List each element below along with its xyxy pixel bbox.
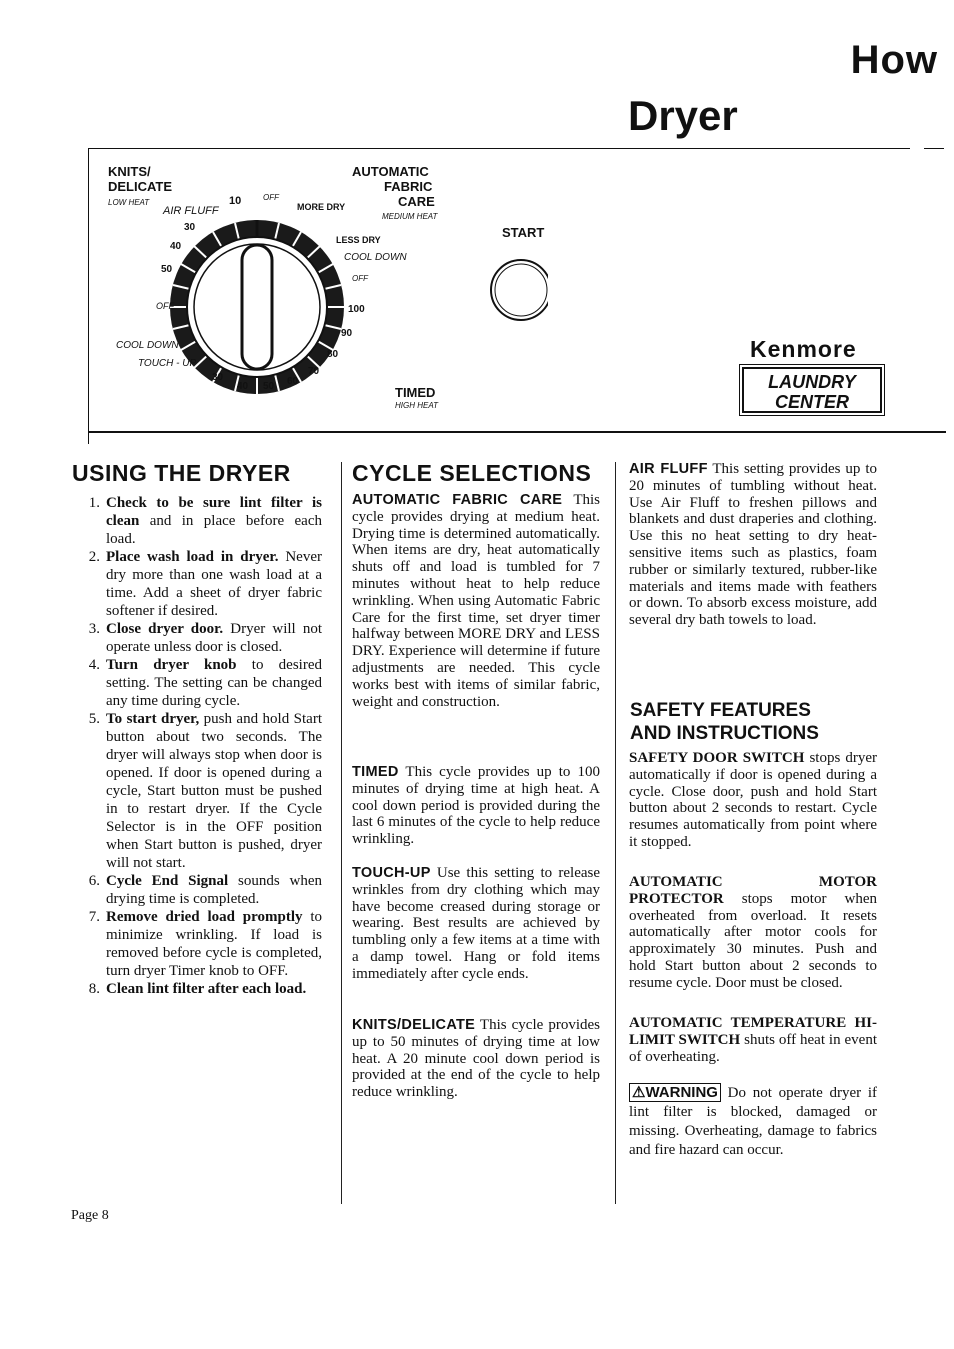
page-title: Dryer xyxy=(628,92,738,139)
using-the-dryer-heading: USING THE DRYER xyxy=(72,460,291,486)
touch-up-label: TOUCH - UP xyxy=(138,358,197,369)
list-item: 3. Close dryer door. Dryer will not operate unless door is closed. xyxy=(88,621,322,655)
off-top-label: OFF xyxy=(263,193,279,202)
column-divider-2 xyxy=(615,462,616,1204)
dial-number-30-left: 30 xyxy=(184,222,196,233)
timed-paragraph: TIMED This cycle provides up to 100 minutes of drying time at high heat. A cool down period is provided during the last 6 minutes of the cycle to help reduce wrinkling. xyxy=(352,764,600,848)
knits-paragraph: KNITS/DELICATE This cycle provides up to 50 minutes of drying time at low heat. A 20 minute cool down period is provided at the end of the cycle to help reduce wrinkling. xyxy=(352,1017,600,1101)
list-item: 1. Check to be sure lint filter is clean and in place before each load. xyxy=(88,495,322,547)
laundry-center-line-1: LAUNDRY xyxy=(768,372,856,392)
medium-heat-label: MEDIUM HEAT xyxy=(382,212,438,221)
afc-paragraph: AUTOMATIC FABRIC CARE This cycle provides drying at medium heat. Drying time is determined automatically. When items are dry, heat automatically shuts off and load is tumbled for 7 minutes without heat to help reduce wrinkling. When using Automatic Fabric Care for the first time, set dryer timer halfway between MORE DRY and LESS DRY. Experience will determine if future adjustments are needed. This cycle works best with items of similar fabric, weight and construction. xyxy=(352,492,600,710)
air-fluff-label: AIR FLUFF xyxy=(163,205,219,217)
timed-label: TIMED xyxy=(395,385,436,400)
start-label: START xyxy=(502,225,545,240)
dial-grip xyxy=(242,245,272,369)
cool-down-left-label: COOL DOWN xyxy=(116,340,179,351)
list-item: 6. Cycle End Signal sounds when drying time is completed. xyxy=(88,873,323,907)
touchup-paragraph: TOUCH-UP Use this setting to release wrinkles from dry clothing which may have become creased during storage or wearing. Best results are achieved by tumbling only a few items at a time with a damp towel. Hang or fold items immediately after cycle ends. xyxy=(352,865,600,982)
panel-top-rule xyxy=(88,148,910,149)
laundry-center-badge xyxy=(742,367,882,413)
low-heat-label: LOW HEAT xyxy=(108,198,150,207)
list-item: 5. To start dryer, push and hold Start button about two seconds. The dryer will always stop when door is opened. If door is opened during a cycle, Start button must be pushed in to restart dryer. If the Cycle Selector is in the OFF position when Start button is pushed, dryer will not start. xyxy=(88,711,322,871)
cycle-selections-heading: CYCLE SELECTIONS xyxy=(352,460,592,486)
temp-limit-label: AUTOMATIC TEMPERATURE HI-LIMIT SWITCH xyxy=(629,1015,877,1048)
auto-fabric-care-label-3: CARE xyxy=(398,194,435,209)
dial-number-10: 10 xyxy=(229,195,242,207)
air-fluff-paragraph: AIR FLUFF This setting provides up to 20 minutes of tumbling without heat. Use Air Fluff to freshen pillows and blankets and dust draperies and clothing. Use this no heat setting to dry heat-sensitive items such as plastics, foam rubber or similarly textured, rubber-like materials and items made with feathers or down. To absorb excess moisture, add several dry bath towels to load. xyxy=(629,461,877,629)
auto-fabric-care-label-1: AUTOMATIC xyxy=(352,164,429,179)
laundry-center-line-2: CENTER xyxy=(774,392,849,412)
page-number: Page 8 xyxy=(71,1208,109,1223)
start-button xyxy=(491,260,548,320)
high-heat-label: HIGH HEAT xyxy=(395,401,438,410)
dial-number-80: 80 xyxy=(327,349,339,360)
warning-paragraph: ⚠WARNING Do not operate dryer if lint filter is blocked, damaged or missing. Overheating, damage to fabrics and fire hazard can occur. xyxy=(629,1084,877,1158)
touchup-cycle-label: TOUCH-UP xyxy=(352,865,431,881)
dial-number-100: 100 xyxy=(348,304,365,315)
dial-number-90: 90 xyxy=(341,328,353,339)
page-header-how: How xyxy=(850,38,938,82)
cool-down-right-label: COOL DOWN xyxy=(344,252,407,263)
knits-cycle-label: KNITS/DELICATE xyxy=(352,1017,476,1033)
dial-number-40-left: 40 xyxy=(170,241,182,252)
kenmore-logo: Kenmore xyxy=(750,336,857,362)
dial-number-50-left: 50 xyxy=(161,264,173,275)
column-divider-1 xyxy=(341,462,342,1204)
afc-label: AUTOMATIC FABRIC CARE xyxy=(352,492,563,508)
off-right-label: OFF xyxy=(352,274,368,283)
list-item: 7. Remove dried load promptly to minimize wrinkling. If load is removed before cycle is completed, turn dryer Timer knob to OFF. xyxy=(88,909,322,979)
warning-badge: ⚠WARNING xyxy=(629,1083,721,1102)
timed-cycle-label: TIMED xyxy=(352,764,399,780)
dial-number-60: 60 xyxy=(287,376,299,387)
panel-top-rule-end xyxy=(924,148,944,149)
panel-bottom-rule xyxy=(88,431,946,433)
less-dry-label: LESS DRY xyxy=(336,235,381,245)
dial-number-30-bottom: 30 xyxy=(212,372,224,383)
dial-number-40-bottom: 40 xyxy=(237,381,249,392)
motor-protector-label: AUTOMATIC MOTOR PROTECTOR xyxy=(629,874,877,907)
list-item: 2. Place wash load in dryer. Never dry more than one wash load at a time. Add a sheet of dryer fabric softener if desired. xyxy=(88,549,322,619)
knits-label-1: KNITS/ xyxy=(108,164,151,179)
safety-heading: SAFETY FEATURES AND INSTRUCTIONS xyxy=(630,700,819,744)
dial-number-50-bottom: 50 xyxy=(263,381,275,392)
more-dry-label: MORE DRY xyxy=(297,202,346,212)
using-steps-list xyxy=(78,494,322,998)
door-switch-label: SAFETY DOOR SWITCH xyxy=(629,750,805,766)
list-item: 4. Turn dryer knob to desired setting. The setting can be changed any time during cycle. xyxy=(88,657,322,709)
motor-protector-paragraph: AUTOMATIC MOTOR PROTECTOR stops motor when overheated from overload. It resets automatically after motor cools for approximately 30 minutes. Push and hold Start button about 2 seconds to resume cycle. Door must be closed. xyxy=(629,874,877,991)
air-fluff-cycle-label: AIR FLUFF xyxy=(629,461,708,477)
knits-label-2: DELICATE xyxy=(108,179,173,194)
door-switch-paragraph: SAFETY DOOR SWITCH stops dryer automatically if door is opened during a cycle. Close door, push and hold Start button about 2 seconds to restart. Cycle resumes automatically from point where it stopped. xyxy=(629,750,877,850)
dial-number-70: 70 xyxy=(308,366,320,377)
off-left-label: OFF xyxy=(156,301,174,311)
list-item: 8. Clean lint filter after each load. xyxy=(88,981,307,997)
auto-fabric-care-label-2: FABRIC xyxy=(384,179,433,194)
temp-limit-paragraph: AUTOMATIC TEMPERATURE HI-LIMIT SWITCH shuts off heat in event of overheating. xyxy=(629,1015,877,1065)
